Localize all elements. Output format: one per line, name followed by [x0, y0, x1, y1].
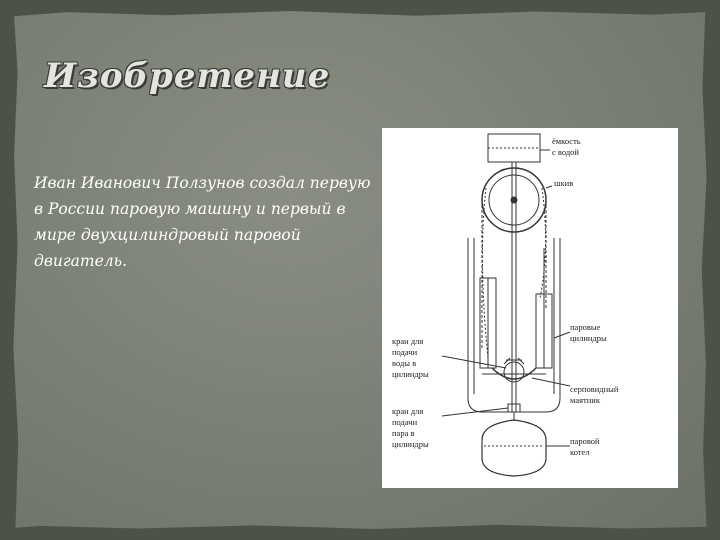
boiler: [482, 420, 546, 476]
label-boiler-line2: котел: [570, 447, 590, 457]
label-steam-valve-line2: подачи: [392, 417, 418, 427]
label-rocker-line2: маятник: [570, 395, 600, 405]
label-pulley: шкив: [554, 178, 574, 188]
label-steam-valve-line1: кран для: [392, 406, 424, 416]
label-steam-cylinders-line1: паровые: [570, 322, 601, 332]
label-water-valve-line1: кран для: [392, 336, 424, 346]
label-water-valve-line4: цилиндры: [392, 369, 429, 379]
label-water-tank-line1: ёмкость: [552, 136, 581, 146]
label-steam-valve-line3: пара в: [392, 428, 415, 438]
label-water-valve-line2: подачи: [392, 347, 418, 357]
label-water-valve-line3: воды в: [392, 358, 417, 368]
label-rocker-line1: серповидный: [570, 384, 619, 394]
label-boiler-line1: паровой: [570, 436, 600, 446]
steam-engine-drawing: [382, 128, 678, 488]
label-steam-cylinders-line2: цилиндры: [570, 333, 607, 343]
slide-title: Изобретение: [44, 56, 331, 96]
steam-engine-diagram: [382, 128, 678, 488]
label-water-tank-line2: с водой: [552, 147, 579, 157]
slide-body-text: Иван Иванович Ползунов создал первую в России паровую машину и первый в мире двухцилиндровый паровой двигатель.: [34, 174, 371, 270]
label-steam-valve-line4: цилиндры: [392, 439, 429, 449]
